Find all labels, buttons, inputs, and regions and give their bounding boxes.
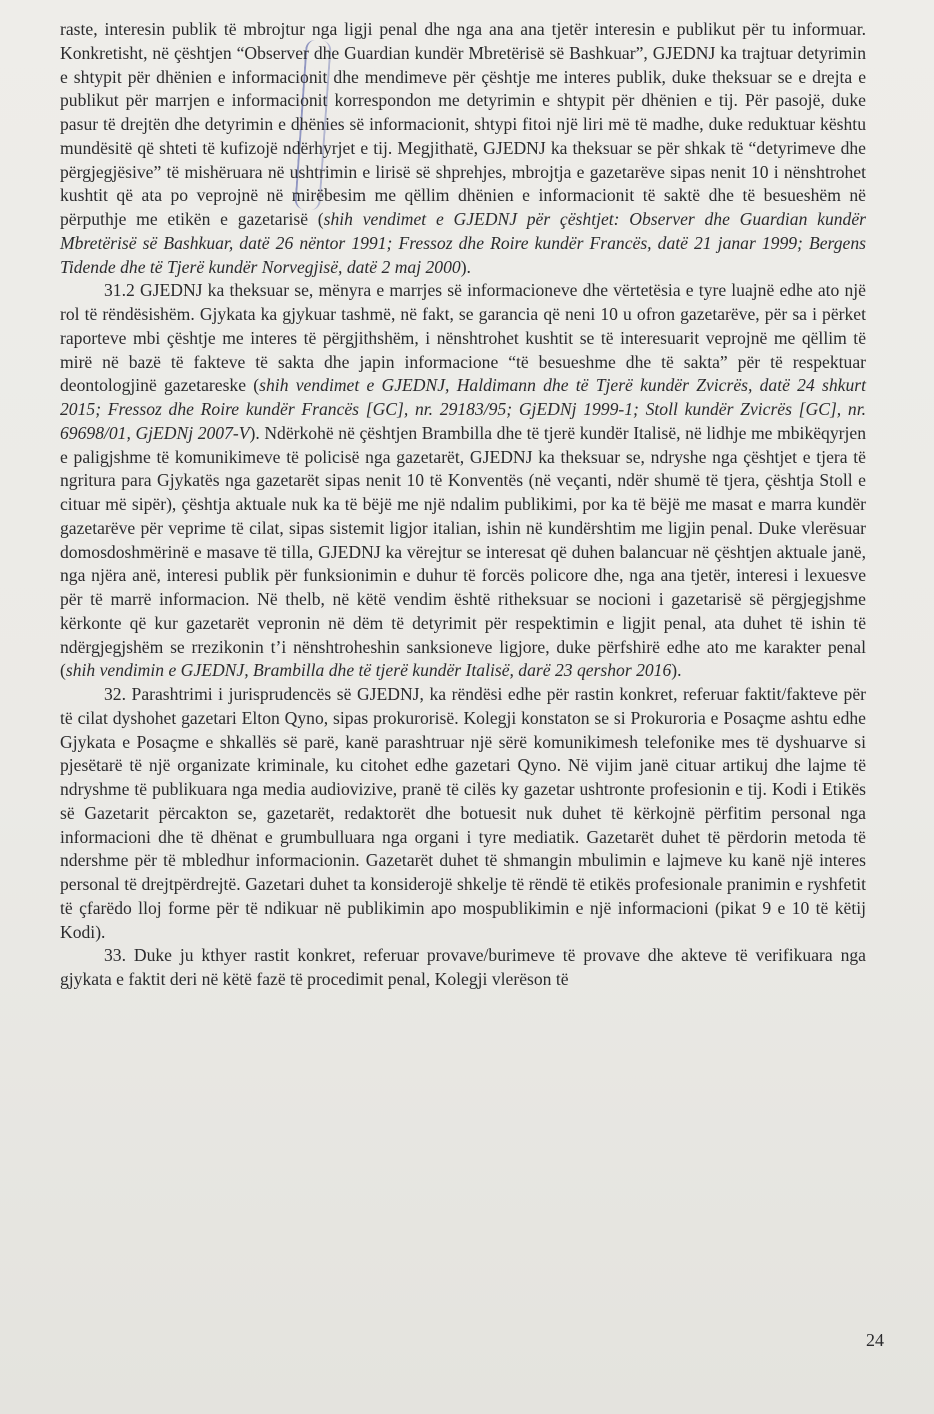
paragraph-text: ). Ndërkohë në çështjen Brambilla dhe të tjerë kundër Italisë, në lidhje me mbikëqyrjen e paligjshme të komunikimeve të policisë nga gazetarët, GJEDNJ ka theksuar se, ndryshe nga çështjet e tjera të ngritura para Gjykatës nga gazetarët sipas nenit 10 të Konventës (në veçanti, ndër shumë të tjera, çështja Stoll e cituar më sipër), çështja aktuale nuk ka të bëjë me një ndalim publikimi, por ka të bëjë me masat e marra kundër gazetarëve për veprime të cilat, sipas sistemit ligjor italian, ishin në kundërshtim me ligjin penal. Duke vlerësuar domosdoshmërinë e masave të tilla, GJEDNJ ka vërejtur se interesat që duhen balancuar në çështjen aktuale janë, nga njëra anë, interesi publik për funksionimin e duhur të forcës policore dhe, nga ana tjetër, interesi i lexuesve për të marrë informacion. Në thelb, në këtë vendim është ritheksuar se nocioni i gazetarisë së përgjegjshme kërkonte që kur gazetarët vepronin në dëm të detyrimit për respektimin e ligjit penal, ata duhet të ishin të ndërgjegjshëm se rrezikonin t’i nënshtroheshin sanksioneve ligjore, duke përfshirë edhe ato me karakter penal ( [60, 422, 866, 681]
paragraph-text: raste, interesin publik të mbrojtur nga ligji penal dhe nga ana ana tjetër interesin e publikut për tu informuar. Konkretisht, në çështjen “Observer dhe Guardian kundër Mbretërisë së Bashkuar”, GJEDNJ ka trajtuar detyrimin e shtypit për dhënien e informacionit dhe mendimeve për çështje me interes publik, duke theksuar se e drejta e publikut për marrjen e informacionit korrespondon me detyrimin e shtypit për dhënien e tij. Për pasojë, duke pasur të drejtën dhe detyrimin e dhënies së informacionit, shtypi fitoi një liri më të madhe, duke reduktuar kështu mundësitë që shteti të kufizojë ndërhyrjet e tij. Megjithatë, GJEDNJ ka theksuar se për shkak të “detyrimeve dhe përgjegjësive” të mishëruara në ushtrimin e lirisë së shprehjes, mbrojtja e gazetarëve sipas nenit 10 i nënshtrohet kushtit që ata po veprojnë në mirëbesim me qëllim dhënien e informacionit të saktë dhe të besueshëm në përputhje me etikën e gazetarisë ( [60, 19, 866, 229]
paragraph-text: ). [671, 660, 682, 681]
paragraph-text: 33. Duke ju kthyer rastit konkret, referuar provave/burimeve të provave dhe akteve të verifikuara nga gjykata e faktit deri në këtë fazë të procedimit penal, Kolegji vlerëson të [60, 945, 866, 989]
paragraph-1 [60, 18, 866, 279]
paragraph-33 [60, 944, 866, 992]
paragraph-text: ). [460, 256, 471, 277]
paragraph-31-2 [60, 279, 866, 683]
paragraph-text: 32. Parashtrimi i jurisprudencës së GJEDNJ, ka rëndësi edhe për rastin konkret, referuar faktit/fakteve për të cilat dyshohet gazetari Elton Qyno, sipas prokurorisë. Kolegji konstaton se si Prokuroria e Posaçme ashtu edhe Gjykata e Posaçme e shkallës së parë, kanë parashtruar një sërë komunikimesh telefonike mes të dyshuarve si pjesëtarë të një organizate kriminale, ku citohet edhe gazetari Qyno. Në vijim janë cituar artikuj dhe lajme të ndryshme të publikuara nga media audiovizive, pranë të cilës ky gazetar ushtronte profesionin e tij. Kodi i Etikës së Gazetarit përcakton se, gazetarët, redaktorët dhe botuesit nuk duhet të kërkojnë përfitim personal nga informacioni dhe të dhënat e grumbulluara nga organi i tyre mediatik. Gazetarët duhet të përdorin metoda të ndershme për të mbledhur informacionin. Gazetarët duhet të shmangin mbulimin e lajmeve ku kanë një interes personal të drejtpërdrejtë. Gazetari duhet ta konsiderojë shkelje të rëndë të etikës profesionale pranimin e ryshfetit të çfarëdo lloj forme për të ndikuar në publikimin apo mospublikimin e një informacioni (pikat 9 e 10 të këtij Kodi). [60, 684, 866, 942]
citation-text: shih vendimet e GJEDNJ për çështjet: Observer dhe Guardian kundër Mbretërisë së Bashkuar, datë 26 nëntor 1991; Fressoz dhe Roire kundër Francës, datë 21 janar 1999; Bergens Tidende dhe të Tjerë kundër Norvegjisë, datë 2 maj 2000 [60, 209, 866, 277]
paragraph-32 [60, 683, 866, 944]
body-text [60, 18, 866, 992]
citation-text: shih vendimet e GJEDNJ, Haldimann dhe të Tjerë kundër Zvicrës, datë 24 shkurt 2015; Fressoz dhe Roire kundër Francës [GC], nr. 29183/95; GjEDNj 1999-1; Stoll kundër Zvicrës [GC], nr. 69698/01, GjEDNj 2007-V [60, 375, 867, 443]
page-number: 24 [866, 1330, 884, 1350]
citation-text: shih vendimin e GJEDNJ, Brambilla dhe të tjerë kundër Italisë, darë 23 qershor 2016 [65, 660, 672, 681]
paragraph-text: 31.2 GJEDNJ ka theksuar se, mënyra e marrjes së informacioneve dhe vërtetësia e tyre luajnë edhe ato një rol të rëndësishëm. Gjykata ka gjykuar tashmë, në fakt, se garancia që neni 10 u ofron gazetarëve, për sa i përket raporteve mbi çështje me interes të përgjithshëm, i nënshtrohet kushtit se të interesuarit veprojnë me qëllim të mirë në bazë të fakteve të sakta dhe japin informacione “të besueshme dhe të sakta” për të respektuar deontologjinë gazetareske ( [60, 280, 866, 396]
